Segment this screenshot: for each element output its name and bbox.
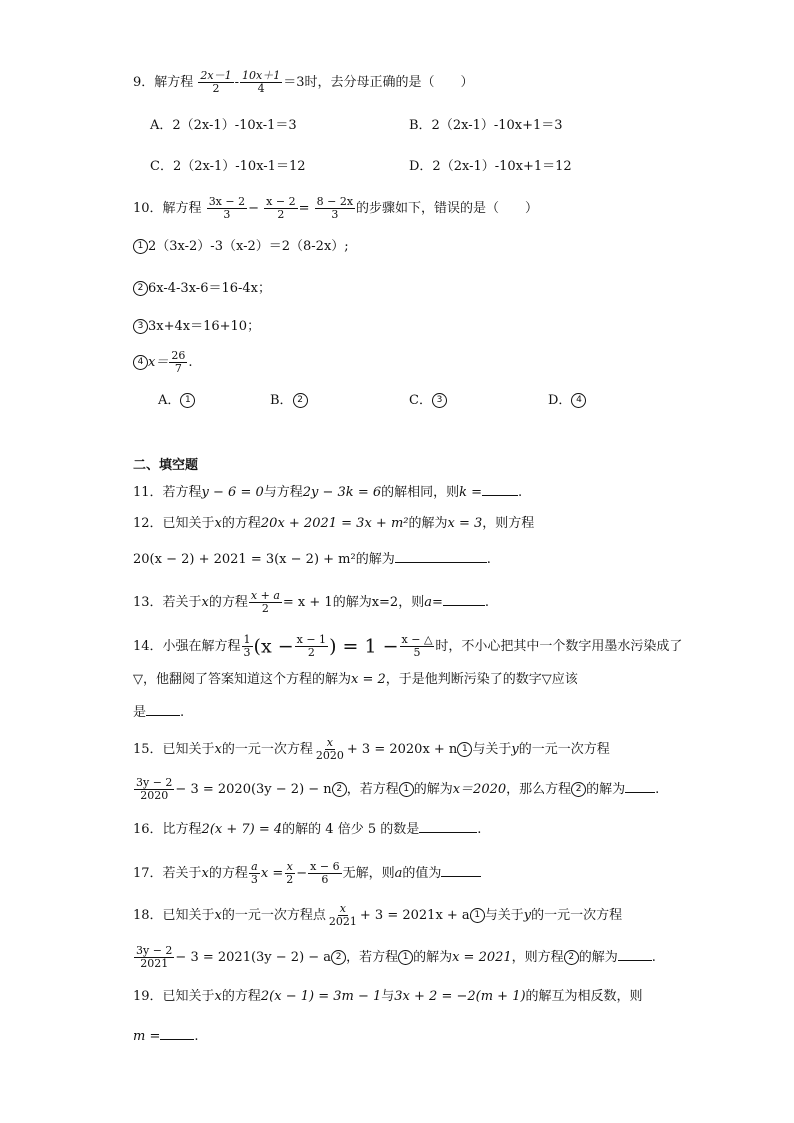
q12-x: x: [214, 516, 222, 531]
q18-stem: [133, 903, 622, 928]
q11-stem: [133, 483, 522, 502]
q14-solution: x = 2: [351, 672, 386, 687]
section-heading: 二、填空题: [133, 458, 199, 473]
circled-1-icon: 1: [133, 239, 148, 254]
q14-answer-blank[interactable]: [146, 703, 180, 716]
q12-period: .: [486, 552, 491, 567]
q14-fraction-1: $\frac{1}{3}$: [243, 633, 251, 659]
q13-text-d: 的解为: [332, 595, 372, 610]
q15-eq-1: + 3 = 2020x + n: [346, 742, 458, 757]
q17-answer-blank[interactable]: [441, 864, 481, 877]
q17-minus: −: [296, 866, 308, 881]
q11-text-c: 的解相同，则: [381, 485, 460, 500]
circled-1-icon: 1: [470, 908, 485, 923]
q11-k: k =: [459, 485, 483, 500]
q10-option-a-label: A．: [158, 393, 181, 408]
q10-minus: −: [248, 201, 260, 216]
q11-text-a: 11．若方程: [133, 485, 202, 500]
q19-line2: [133, 1027, 199, 1046]
q10-step-4-fraction: $\frac{26}{7}$: [171, 349, 186, 375]
q13-a: a=: [424, 595, 443, 610]
q12-text-e: 的解为: [355, 552, 395, 567]
q18-text-j: ，则方程: [511, 950, 564, 965]
q14-fraction-3: $\frac{x - \triangle}{5}$: [401, 633, 433, 659]
q13-text-e: x=2，则: [371, 595, 425, 610]
q13-stem: [133, 590, 489, 615]
q18-period: .: [651, 950, 656, 965]
q10-step-4: [133, 350, 192, 375]
q18-x: x: [214, 908, 222, 923]
q13-period: .: [484, 595, 489, 610]
q16-period: .: [477, 822, 482, 837]
q16-text-a: 16．比方程: [133, 822, 202, 837]
q17-fraction-1: $\frac{a}{3}$: [250, 860, 258, 886]
q18-text-d: 与关于: [484, 908, 524, 923]
q14-line3: [133, 703, 184, 722]
q13-answer-blank[interactable]: [443, 593, 485, 606]
q10-number: 10．解方程: [133, 201, 202, 216]
q14-period: .: [180, 705, 185, 720]
q15-text-a: 15．已知关于: [133, 742, 215, 757]
q18-text-e: 的一元一次方程: [531, 908, 623, 923]
q18-fraction-2: $\frac{3y - 2}{2021}$: [136, 944, 173, 970]
q15-text-e: 的一元一次方程: [518, 742, 610, 757]
circled-3-icon: 3: [133, 319, 148, 334]
circled-2-icon: 2: [331, 950, 346, 965]
q9-option-d[interactable]: D．2（2x-1）-10x+1＝12: [409, 159, 572, 174]
q10-fraction-3: $\frac{8 - 2x}{3}$: [316, 195, 354, 221]
q18-text-k: 的解为: [578, 950, 618, 965]
q9-fraction-1: $\frac{2x-1}{2}$: [200, 69, 232, 95]
q15-text-d: 与关于: [472, 742, 512, 757]
q14-paren-close: ) = 1 −: [329, 635, 399, 658]
q14-text-e: 是: [133, 705, 147, 720]
q12-eq-2: 20(x − 2) + 2021 = 3(x − 2) + m²: [133, 552, 356, 567]
circled-1-icon: 1: [398, 950, 413, 965]
circled-2-icon: 2: [332, 782, 347, 797]
q10-step-3: [133, 318, 260, 336]
q10-step-2: [133, 280, 271, 298]
circled-2-icon: 2: [564, 950, 579, 965]
q17-text-d: 无解，则: [342, 866, 395, 881]
q12-answer-blank[interactable]: [395, 550, 487, 563]
q12-stem: [133, 515, 534, 533]
q15-period: .: [655, 782, 660, 797]
q19-eq-2: 3x + 2 = −2(m + 1): [394, 989, 526, 1004]
q10-step-4-period: .: [188, 355, 193, 370]
circled-2-icon: 2: [293, 393, 308, 408]
circled-1-icon: 1: [457, 742, 472, 757]
q15-text-h: ，若方程: [346, 782, 399, 797]
q9-option-a[interactable]: A．2（2x-1）-10x-1＝3: [150, 118, 297, 133]
q12-text-c: 的解为: [408, 516, 448, 531]
circled-4-icon: 4: [133, 355, 148, 370]
q10-option-b[interactable]: [270, 389, 308, 408]
q17-text-f: 的值为: [402, 866, 442, 881]
q18-text-h: ，若方程: [346, 950, 399, 965]
q13-text-a: 13．若关于: [133, 595, 202, 610]
q11-answer-blank[interactable]: [482, 483, 518, 496]
q9-option-c[interactable]: C．2（2x-1）-10x-1＝12: [150, 159, 306, 174]
q12-text-b: 的方程: [221, 516, 261, 531]
circled-2-icon: 2: [133, 281, 148, 296]
q14-line2: [133, 671, 578, 689]
q12-eq-1: 20x + 2021 = 3x + m²: [260, 516, 409, 531]
q14-fraction-2: $\frac{x - 1}{2}$: [296, 633, 327, 659]
q17-x: x: [201, 866, 209, 881]
q15-fraction-1: $\frac{x}{2020}$: [315, 736, 344, 762]
q19-m: m =: [133, 1029, 161, 1044]
q15-fraction-2: $\frac{3y - 2}{2020}$: [136, 776, 173, 802]
q11-eq-2: 2y − 3k = 6: [302, 485, 382, 500]
q18-y: y: [523, 908, 532, 923]
q15-line2: [133, 777, 659, 802]
q10-step-1-text: 2（3x-2）-3（x-2）＝2（8-2x）;: [148, 239, 349, 254]
q17-fraction-2: $\frac{x}{2}$: [286, 860, 294, 886]
q19-text-b: 的方程: [221, 989, 261, 1004]
q17-eq: x =: [260, 866, 284, 881]
q15-text-k: 的解为: [586, 782, 626, 797]
q10-option-c[interactable]: [409, 389, 447, 408]
q18-fraction-1: $\frac{x}{2021}$: [328, 902, 357, 928]
q19-text-c: 与: [381, 989, 395, 1004]
q14-stem: [133, 634, 682, 659]
q17-text-a: 17．若关于: [133, 866, 202, 881]
q10-option-b-label: B．: [270, 393, 293, 408]
q10-option-c-label: C．: [409, 393, 432, 408]
q10-equals: =: [298, 201, 310, 216]
q19-answer-blank[interactable]: [160, 1027, 194, 1040]
q15-answer-blank[interactable]: [625, 780, 655, 793]
q13-x: x: [201, 595, 209, 610]
circled-2-icon: 2: [571, 782, 586, 797]
circled-1-icon: 1: [180, 393, 195, 408]
q17-fraction-3: $\frac{x - 6}{6}$: [310, 860, 340, 886]
q18-line2: [133, 945, 656, 970]
q18-answer-blank[interactable]: [618, 948, 652, 961]
q9-stem: [133, 70, 474, 95]
q11-period: .: [518, 485, 523, 500]
q10-step-4-text: x＝: [148, 355, 169, 370]
q15-text-j: ，那么方程: [506, 782, 572, 797]
q18-text-b: 的一元一次方程点: [221, 908, 326, 923]
q13-text-b: 的方程: [208, 595, 248, 610]
q15-text-i: 的解为: [413, 782, 453, 797]
q10-step-1: [133, 238, 349, 256]
q19-stem: [133, 988, 643, 1006]
q9-minus: -: [234, 75, 240, 90]
q16-answer-blank[interactable]: [419, 820, 477, 833]
q18-eq-1: + 3 = 2021x + a: [359, 908, 470, 923]
q18-text-a: 18．已知关于: [133, 908, 215, 923]
q10-fraction-2: $\frac{x - 2}{2}$: [266, 195, 296, 221]
q14-paren-open: (x −: [253, 635, 294, 658]
circled-1-icon: 1: [399, 782, 414, 797]
q19-text-a: 19．已知关于: [133, 989, 215, 1004]
q12-solution: x = 3: [447, 516, 483, 531]
q14-text-b: 时，不小心把其中一个数字用墨水污染成了: [435, 639, 683, 654]
q9-fraction-2: $\frac{10x+1}{4}$: [242, 69, 281, 95]
q10-tail: 的步骤如下，错误的是（ ）: [356, 201, 539, 216]
q10-step-3-text: 3x+4x＝16+10；: [148, 319, 261, 334]
q14-text-d: ，于是他判断污染了的数字▽应该: [385, 672, 578, 687]
q12-text-a: 12．已知关于: [133, 516, 215, 531]
q15-y: y: [511, 742, 519, 757]
circled-3-icon: 3: [432, 393, 447, 408]
q15-stem: [133, 737, 610, 762]
q13-eq: = x + 1: [282, 595, 333, 610]
circled-4-icon: 4: [571, 393, 586, 408]
q15-eq-2: − 3 = 2020(3y − 2) − n: [175, 782, 332, 797]
q13-fraction: $\frac{x + a}{2}$: [250, 589, 280, 615]
q11-eq-1: y − 6 = 0: [201, 485, 264, 500]
q18-eq-2: − 3 = 2021(3y − 2) − a: [175, 950, 332, 965]
q16-text-b: 的解的 4 倍少 5 的数是: [282, 822, 420, 837]
q12-text-d: ，则方程: [482, 516, 535, 531]
q19-x: x: [214, 989, 222, 1004]
q15-solution: x＝2020: [452, 782, 507, 797]
q10-option-a[interactable]: [158, 389, 195, 408]
q10-fraction-1: $\frac{3x - 2}{3}$: [208, 195, 246, 221]
q12-line2: [133, 550, 491, 569]
q9-tail: ＝3时，去分母正确的是（ ）: [283, 75, 474, 90]
q17-text-b: 的方程: [208, 866, 248, 881]
q15-x: x: [214, 742, 222, 757]
q10-stem: [133, 196, 538, 221]
q9-option-b[interactable]: B．2（2x-1）-10x+1＝3: [409, 118, 563, 133]
q16-eq: 2(x + 7) = 4: [201, 822, 283, 837]
q10-option-d[interactable]: [548, 389, 586, 408]
q10-step-2-text: 6x-4-3x-6＝16-4x；: [148, 281, 272, 296]
q18-solution: x = 2021: [452, 950, 512, 965]
q18-text-i: 的解为: [413, 950, 453, 965]
q19-text-d: 的解互为相反数，则: [525, 989, 643, 1004]
q19-eq-1: 2(x − 1) = 3m − 1: [260, 989, 382, 1004]
q17-stem: [133, 861, 481, 886]
q11-text-b: 与方程: [263, 485, 303, 500]
q16-stem: [133, 820, 481, 839]
q14-text-a: 14．小强在解方程: [133, 639, 241, 654]
q17-a: a: [394, 866, 403, 881]
q10-option-d-label: D．: [548, 393, 572, 408]
q14-text-c: ▽，他翻阅了答案知道这个方程的解为: [133, 672, 351, 687]
q9-number: 9．解方程: [133, 75, 194, 90]
q15-text-b: 的一元一次方程: [221, 742, 313, 757]
q19-period: .: [194, 1029, 199, 1044]
